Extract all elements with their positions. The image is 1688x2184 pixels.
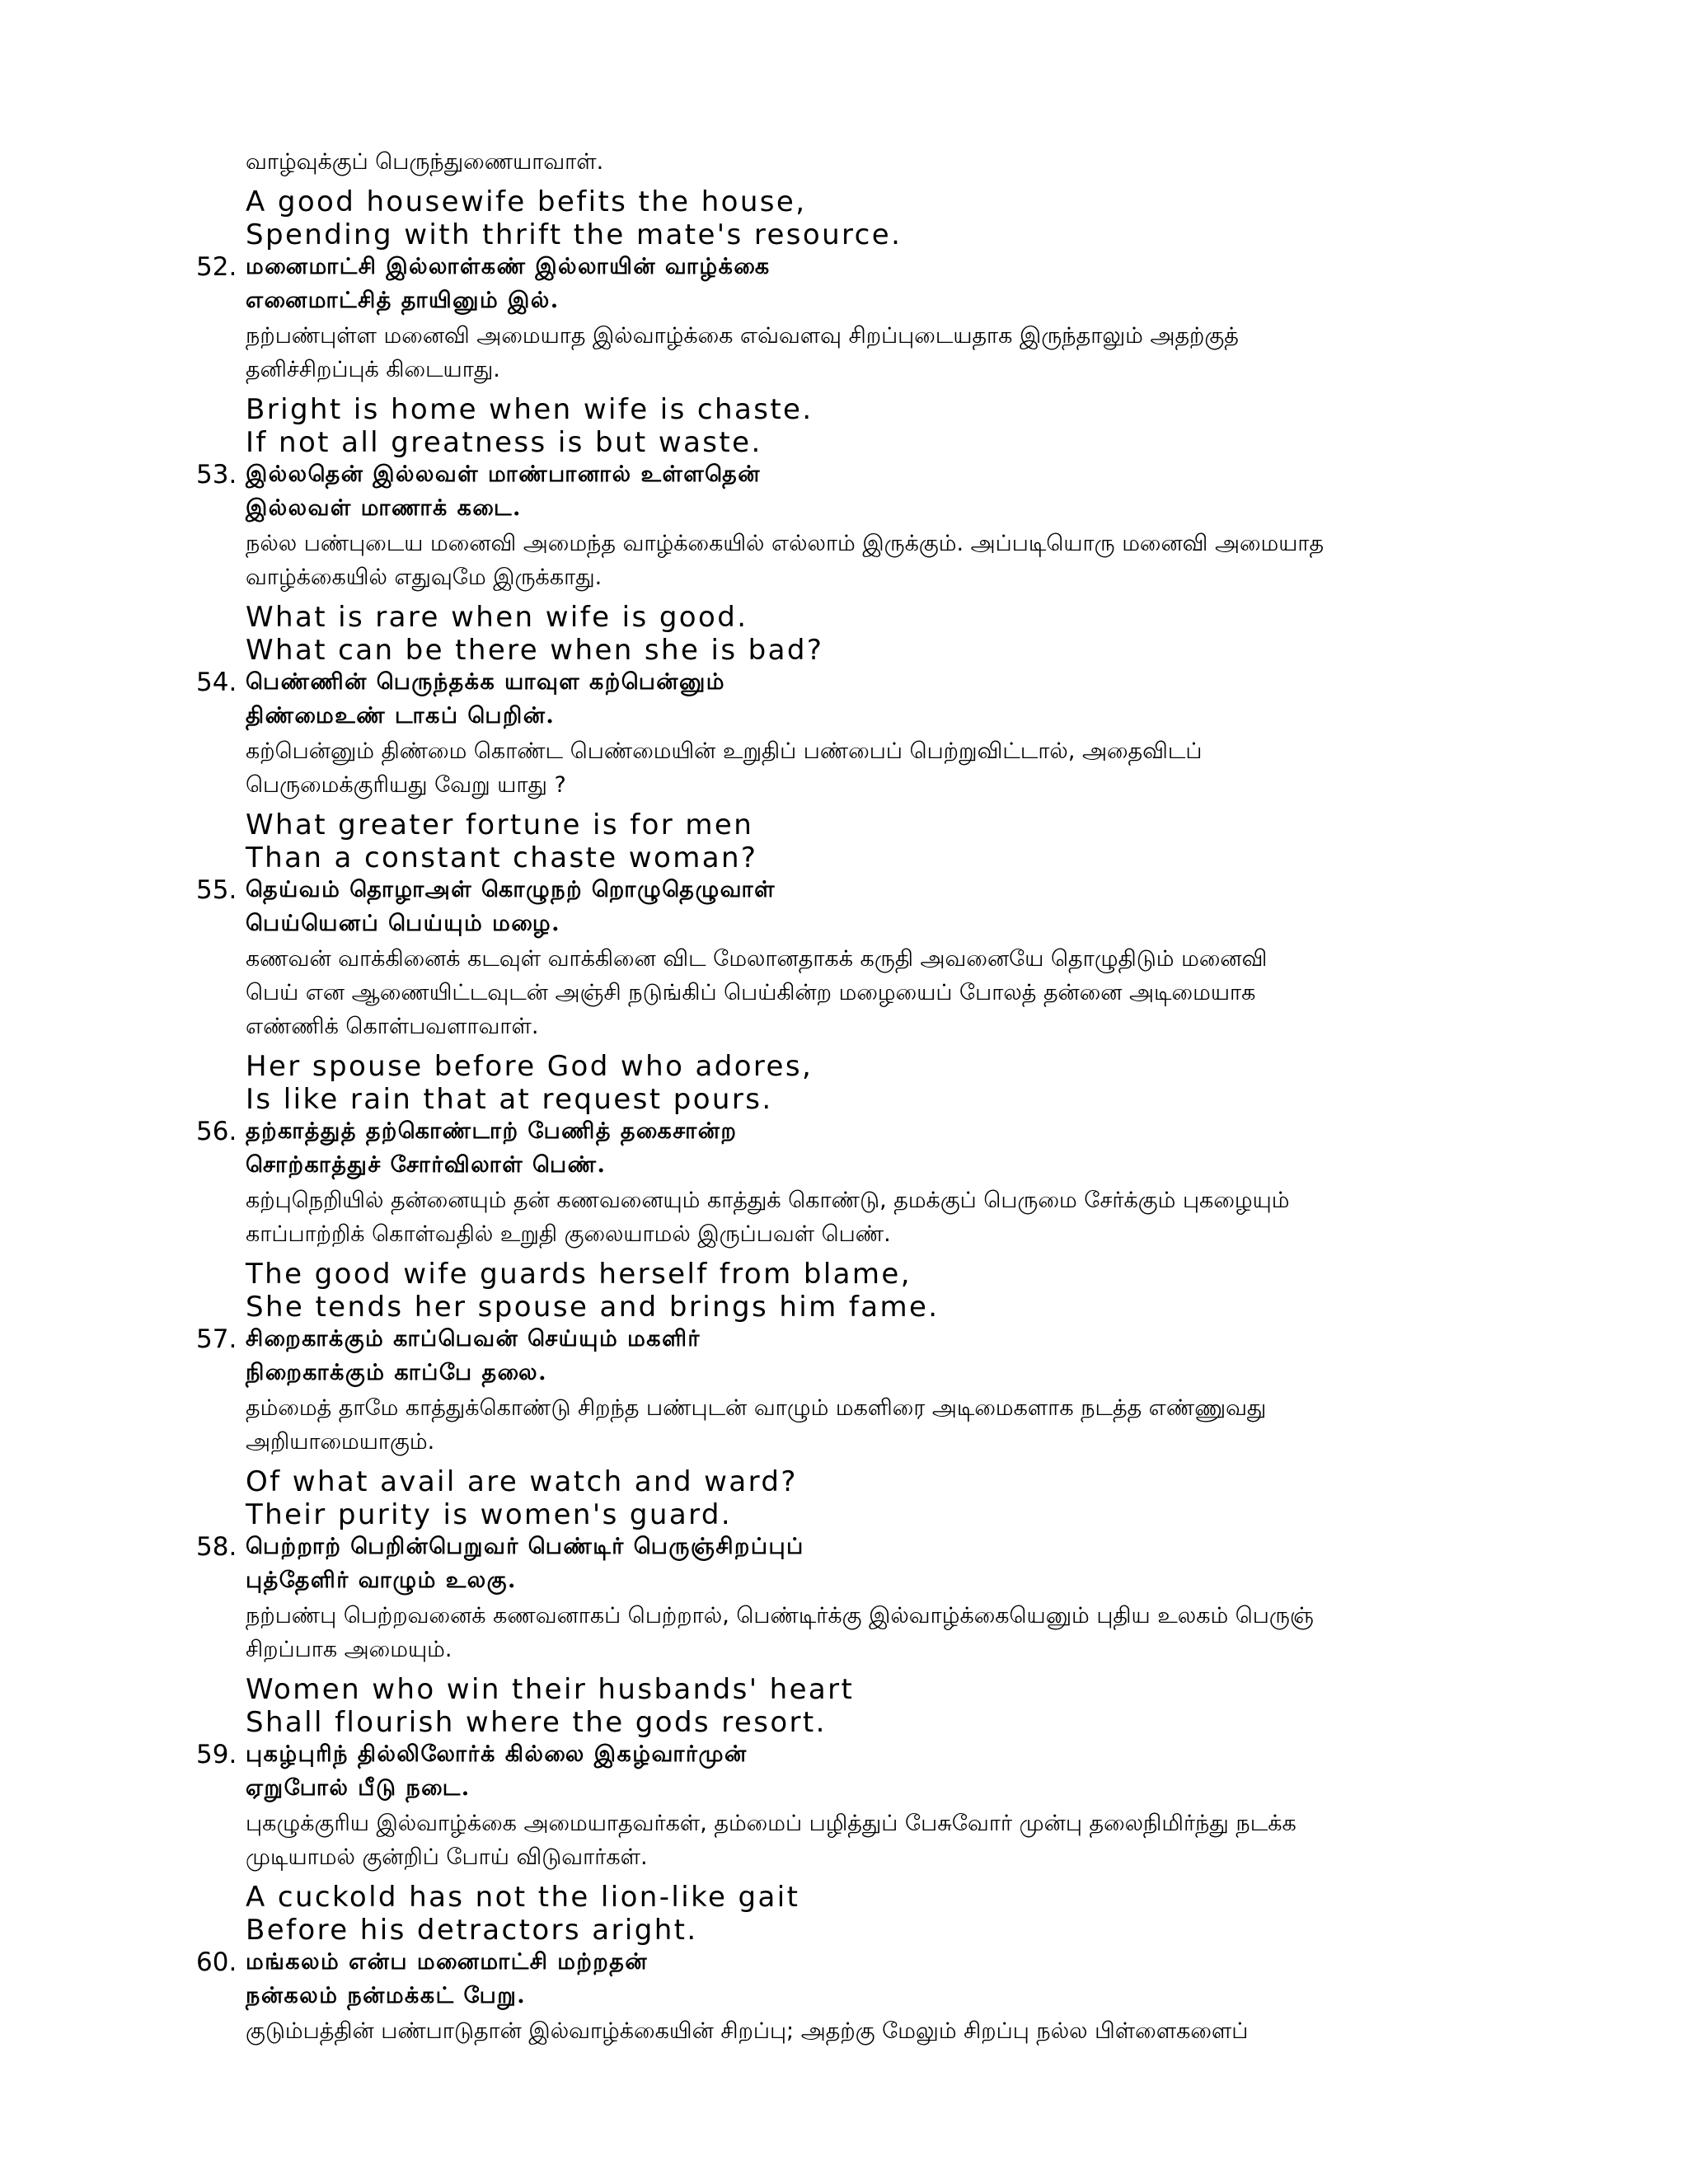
- tamil-meaning-line: கற்புநெறியில் தன்னையும் தன் கணவனையும் காத்துக் கொண்டு, தமக்குப் பெருமை சேர்க்கும் புகழையும்: [246, 1188, 1290, 1213]
- verse-number: 59.: [196, 1740, 237, 1769]
- verse-number: 56.: [196, 1117, 237, 1146]
- verse-number: 54.: [196, 668, 237, 697]
- english-translation-line: What is rare when wife is good.: [246, 601, 748, 634]
- tamil-meaning-line: பெய் என ஆணையிட்டவுடன் அஞ்சி நடுங்கிப் பெய்கின்ற மழையைப் போலத் தன்னை அடிமையாக: [246, 980, 1256, 1005]
- tamil-meaning-line: குடும்பத்தின் பண்பாடுதான் இல்வாழ்க்கையின் சிறப்பு; அதற்கு மேலும் சிறப்பு நல்ல பிள்ளைகளைப்: [246, 2018, 1249, 2044]
- english-translation-line: Shall flourish where the gods resort.: [246, 1706, 827, 1739]
- kural-line: திண்மைஉண் டாகப் பெறின்.: [246, 703, 556, 729]
- kural-line: தற்காத்துத் தற்கொண்டாற் பேணித் தகைசான்ற: [246, 1118, 738, 1144]
- english-translation-line: Is like rain that at request pours.: [246, 1083, 773, 1116]
- english-translation-line: Bright is home when wife is chaste.: [246, 393, 814, 426]
- english-translation-line: If not all greatness is but waste.: [246, 426, 762, 459]
- tamil-meaning-line: தம்மைத் தாமே காத்துக்கொண்டு சிறந்த பண்புடன் வாழும் மகளிரை அடிமைகளாக நடத்த எண்ணுவது: [246, 1395, 1267, 1421]
- verse-number: 55.: [196, 875, 237, 905]
- tamil-meaning-line: வாழ்க்கையில் எதுவுமே இருக்காது.: [246, 565, 603, 590]
- tamil-meaning-line: நல்ல பண்புடைய மனைவி அமைந்த வாழ்க்கையில் எல்லாம் இருக்கும். அப்படியொரு மனைவி அமையாத: [246, 531, 1325, 556]
- english-translation-line: Than a constant chaste woman?: [246, 841, 758, 874]
- english-translation-line: A good housewife befits the house,: [246, 185, 807, 218]
- tamil-meaning-line: காப்பாற்றிக் கொள்வதில் உறுதி குலையாமல் இருப்பவள் பெண்.: [246, 1221, 891, 1247]
- verse-number: 60.: [196, 1947, 237, 1977]
- kural-line: இல்லதென் இல்லவள் மாண்பானால் உள்ளதென்: [246, 462, 761, 487]
- kural-line: புகழ்புரிந் தில்லிலோர்க் கில்லை இகழ்வார்முன்: [246, 1741, 748, 1767]
- tamil-meaning-line: எண்ணிக் கொள்பவளாவாள்.: [246, 1014, 539, 1039]
- english-translation-line: The good wife guards herself from blame,: [246, 1258, 912, 1291]
- kural-line: மனைமாட்சி இல்லாள்கண் இல்லாயின் வாழ்க்கை: [246, 254, 771, 279]
- english-translation-line: She tends her spouse and brings him fame.: [246, 1291, 940, 1324]
- english-translation-line: Spending with thrift the mate's resource.: [246, 218, 903, 251]
- english-translation-line: Of what avail are watch and ward?: [246, 1465, 798, 1498]
- tamil-meaning-line: வாழ்வுக்குப் பெருந்துணையாவாள்.: [246, 149, 604, 175]
- kural-line: மங்கலம் என்ப மனைமாட்சி மற்றதன்: [246, 1949, 649, 1975]
- kural-line: நன்கலம் நன்மக்கட் பேறு.: [246, 1983, 527, 2008]
- kural-line: நிறைகாக்கும் காப்பே தலை.: [246, 1360, 547, 1385]
- tamil-meaning-line: தனிச்சிறப்புக் கிடையாது.: [246, 357, 500, 382]
- tamil-meaning-line: அறியாமையாகும்.: [246, 1429, 435, 1455]
- tamil-meaning-line: சிறப்பாக அமையும்.: [246, 1637, 452, 1662]
- verse-number: 52.: [196, 252, 237, 282]
- tamil-meaning-line: கற்பென்னும் திண்மை கொண்ட பெண்மையின் உறுதிப் பண்பைப் பெற்றுவிட்டால், அதைவிடப்: [246, 738, 1203, 764]
- tamil-meaning-line: முடியாமல் குன்றிப் போய் விடுவார்கள்.: [246, 1844, 648, 1870]
- kural-line: ஏறுபோல் பீடு நடை.: [246, 1775, 471, 1801]
- verse-number: 58.: [196, 1532, 237, 1562]
- english-translation-line: Their purity is women's guard.: [246, 1498, 733, 1531]
- kural-line: எனைமாட்சித் தாயினும் இல்.: [246, 288, 560, 313]
- verse-number: 57.: [196, 1324, 237, 1354]
- kural-line: பெய்யெனப் பெய்யும் மழை.: [246, 911, 561, 936]
- kural-line: புத்தேளிர் வாழும் உலகு.: [246, 1568, 517, 1593]
- tamil-meaning-line: பெருமைக்குரியது வேறு யாது ?: [246, 772, 566, 798]
- verse-number: 53.: [196, 460, 237, 490]
- tamil-meaning-line: நற்பண்புள்ள மனைவி அமையாத இல்வாழ்க்கை எவ்வளவு சிறப்புடையதாக இருந்தாலும் அதற்குத்: [246, 323, 1239, 349]
- english-translation-line: What greater fortune is for men: [246, 808, 754, 841]
- english-translation-line: Women who win their husbands' heart: [246, 1673, 855, 1706]
- kural-line: சொற்காத்துச் சோர்விலாள் பெண்.: [246, 1152, 607, 1178]
- english-translation-line: What can be there when she is bad?: [246, 634, 824, 667]
- english-translation-line: Her spouse before God who adores,: [246, 1050, 814, 1083]
- tamil-meaning-line: நற்பண்பு பெற்றவனைக் கணவனாகப் பெற்றால், பெண்டிர்க்கு இல்வாழ்க்கையெனும் புதிய உலகம் பெருஞ்: [246, 1603, 1314, 1629]
- english-translation-line: Before his detractors aright.: [246, 1914, 698, 1947]
- kural-line: தெய்வம் தொழாஅள் கொழுநற் றொழுதெழுவாள்: [246, 877, 776, 902]
- kural-line: பெண்ணின் பெருந்தக்க யாவுள கற்பென்னும்: [246, 669, 726, 695]
- tamil-meaning-line: புகழுக்குரிய இல்வாழ்க்கை அமையாதவர்கள், தம்மைப் பழித்துப் பேசுவோர் முன்பு தலைநிமிர்ந்து நடக்க: [246, 1811, 1296, 1836]
- kural-line: பெற்றாற் பெறின்பெறுவர் பெண்டிர் பெருஞ்சிறப்புப்: [246, 1534, 804, 1559]
- kural-line: சிறைகாக்கும் காப்பெவன் செய்யும் மகளிர்: [246, 1326, 701, 1352]
- english-translation-line: A cuckold has not the lion-like gait: [246, 1881, 800, 1914]
- kural-line: இல்லவள் மாணாக் கடை.: [246, 495, 522, 521]
- tamil-meaning-line: கணவன் வாக்கினைக் கடவுள் வாக்கினை விட மேலானதாகக் கருதி அவனையே தொழுதிடும் மனைவி: [246, 946, 1268, 972]
